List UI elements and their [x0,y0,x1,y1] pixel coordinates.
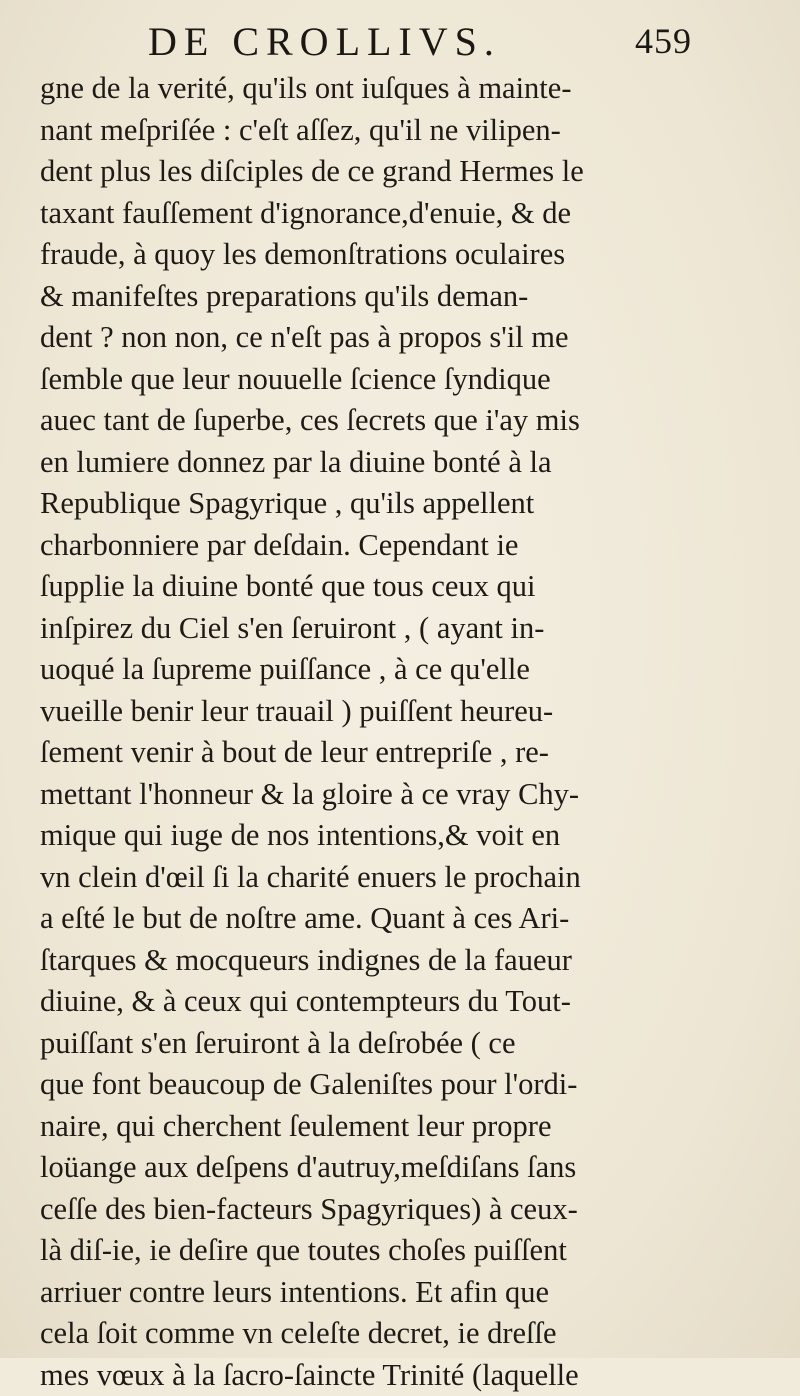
text-line-18: mettant l'honneur & la gloire à ce vray Chy- [40,774,790,816]
text-line-27: loüange aux deſpens d'autruy,meſdiſans ſans [40,1147,790,1189]
text-line-22: ſtarques & mocqueurs indignes de la faueur [40,940,790,982]
text-line-2: nant meſpriſée : c'eſt aſſez, qu'il ne vilipen- [40,110,790,152]
text-line-19: mique qui iuge de nos intentions,& voit en [40,815,790,857]
text-line-4: taxant fauſſement d'ignorance,d'enuie, & de [40,193,790,235]
running-title: DE CROLLIVS. [148,18,501,65]
text-line-29: là diſ-ie, ie deſire que toutes choſes puiſſent [40,1230,790,1272]
text-line-10: en lumiere donnez par la diuine bonté à la [40,442,790,484]
text-line-20: vn clein d'œil ſi la charité enuers le prochain [40,857,790,899]
text-line-3: dent plus les diſciples de ce grand Hermes le [40,151,790,193]
text-line-31: cela ſoit comme vn celeſte decret, ie dreſſe [40,1313,790,1355]
text-line-5: fraude, à quoy les demonſtrations oculaires [40,234,790,276]
text-line-1: gne de la verité, qu'ils ont iuſques à mainte- [40,68,790,110]
text-line-6: & manifeſtes preparations qu'ils deman- [40,276,790,318]
text-line-24: puiſſant s'en ſeruiront à la deſrobée ( ce [40,1023,790,1065]
text-line-12: charbonniere par deſdain. Cependant ie [40,525,790,567]
text-line-26: naire, qui cherchent ſeulement leur propre [40,1106,790,1148]
page-number: 459 [635,20,692,62]
running-head [0,12,800,68]
text-line-11: Republique Spagyrique , qu'ils appellent [40,483,790,525]
text-line-16: vueille benir leur trauail ) puiſſent heureu- [40,691,790,733]
text-line-23: diuine, & à ceux qui contempteurs du Tout- [40,981,790,1023]
text-line-25: que font beaucoup de Galeniſtes pour l'ordi- [40,1064,790,1106]
text-line-13: ſupplie la diuine bonté que tous ceux qui [40,566,790,608]
text-line-32: mes vœux à la ſacro-ſaincte Trinité (laquelle [40,1355,790,1396]
text-line-21: a eſté le but de noſtre ame. Quant à ces Ari- [40,898,790,940]
text-line-17: ſement venir à bout de leur entrepriſe , re- [40,732,790,774]
text-line-7: dent ? non non, ce n'eſt pas à propos s'il me [40,317,790,359]
text-line-28: ceſſe des bien-facteurs Spagyriques) à ceux- [40,1189,790,1231]
text-line-8: ſemble que leur nouuelle ſcience ſyndique [40,359,790,401]
text-line-30: arriuer contre leurs intentions. Et afin que [40,1272,790,1314]
text-line-14: inſpirez du Ciel s'en ſeruiront , ( ayant in- [40,608,790,650]
text-line-15: uoqué la ſupreme puiſſance , à ce qu'elle [40,649,790,691]
body-text [40,68,790,1396]
text-line-9: auec tant de ſuperbe, ces ſecrets que i'ay mis [40,400,790,442]
